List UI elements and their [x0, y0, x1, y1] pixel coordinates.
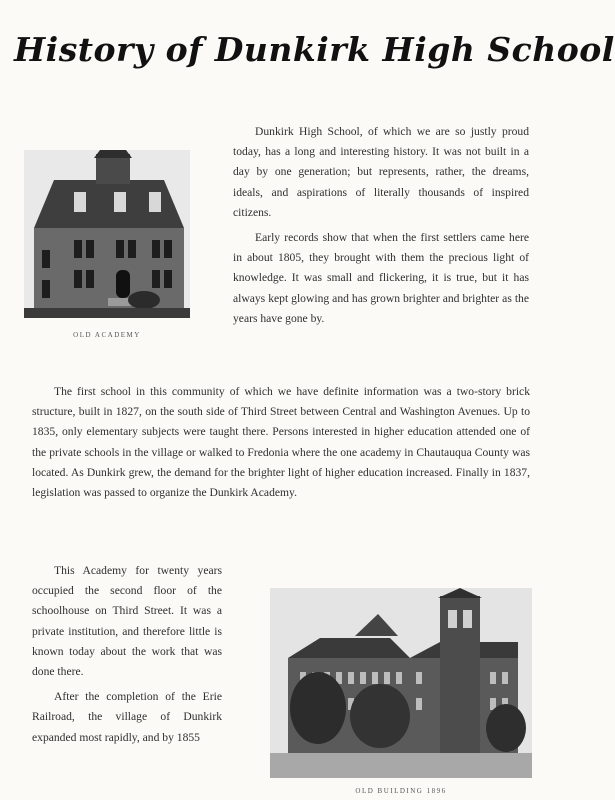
old-academy-caption: OLD ACADEMY: [73, 331, 141, 339]
paragraph-5: After the completion of the Erie Railroad, the village of Dunkirk expanded most rapidly, and by 1855: [32, 690, 222, 744]
old-academy-photo: [24, 150, 190, 318]
full-width-text: [32, 382, 530, 503]
lower-left-column: [32, 561, 222, 748]
paragraph-1: Dunkirk High School, of which we are so justly proud today, has a long and interesting history. It was not built in a day by one generation; but represents, rather, the dreams, ideals, and aspirations of literally thousands of inspired citizens.: [233, 125, 529, 219]
paragraph-2: Early records show that when the first settlers came here in about 1805, they brought with them the precious light of knowledge. It was small and flickering, it is true, but it has always kept glowing and has grown brighter and brighter as the years have gone by.: [233, 231, 529, 325]
old-academy-image: [24, 150, 190, 318]
intro-text-column: [233, 122, 529, 329]
old-building-image: [270, 588, 532, 778]
old-building-photo: [270, 588, 532, 778]
page-title: History of Dunkirk High School: [14, 30, 615, 69]
paragraph-4: This Academy for twenty years occupied the second floor of the schoolhouse on Third Street. It was a private institution, and therefore little is known today about the work that was done there.: [32, 564, 222, 679]
paragraph-3: The first school in this community of which we have definite information was a two-story brick structure, built in 1827, on the south side of Third Street between Central and Washington Avenues. Up to 1835, only elementary subjects were taught there. Persons interested in higher education attended one of the private schools in the village or walked to Fredonia where the one academy in Chautauqua County was located. As Dunkirk grew, the demand for the brighter light of higher education increased. Finally in 1837, legislation was passed to organize the Dunkirk Academy.: [32, 385, 530, 500]
old-building-caption: OLD BUILDING 1896: [355, 787, 447, 795]
